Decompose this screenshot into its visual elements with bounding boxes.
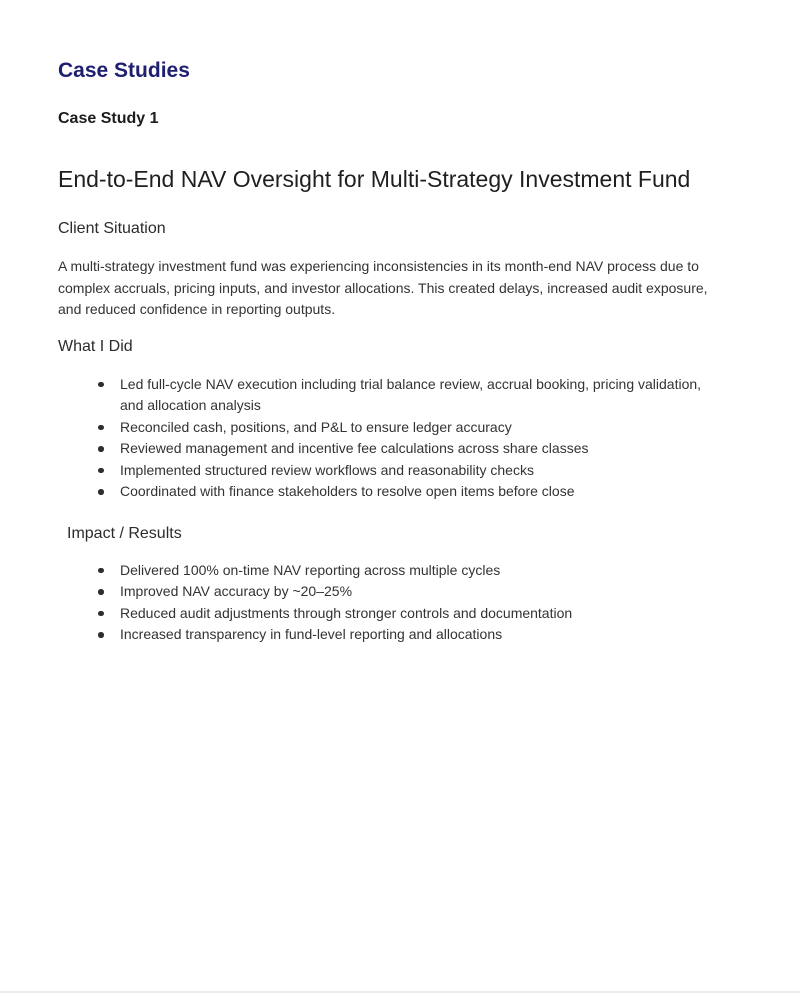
list-item: Increased transparency in fund-level reporting and allocations <box>58 624 726 646</box>
list-item: Delivered 100% on-time NAV reporting across multiple cycles <box>58 560 726 582</box>
main-heading: Case Studies <box>58 59 190 82</box>
impact-results-list <box>58 560 726 646</box>
list-item: Improved NAV accuracy by ~20–25% <box>58 581 726 603</box>
list-item: Led full-cycle NAV execution including trial balance review, accrual booking, pricing validation, and allocation analysis <box>58 374 726 417</box>
list-item: Coordinated with finance stakeholders to resolve open items before close <box>58 481 726 503</box>
list-item: Reviewed management and incentive fee calculations across share classes <box>58 438 726 460</box>
list-item: Reduced audit adjustments through stronger controls and documentation <box>58 603 726 625</box>
case-title: End-to-End NAV Oversight for Multi-Strategy Investment Fund <box>58 166 691 192</box>
list-item: Implemented structured review workflows and reasonability checks <box>58 460 726 482</box>
what-i-did-heading: What I Did <box>58 337 133 355</box>
impact-results-heading: Impact / Results <box>67 524 182 542</box>
what-i-did-list <box>58 374 726 503</box>
case-study-label: Case Study 1 <box>58 110 159 127</box>
client-situation-heading: Client Situation <box>58 220 166 237</box>
client-situation-paragraph: A multi-strategy investment fund was experiencing inconsistencies in its month-end NAV process due to complex accruals, pricing inputs, and investor allocations. This created delays, increased audit exposure, and reduced confidence in reporting outputs. <box>58 258 708 317</box>
list-item: Reconciled cash, positions, and P&L to ensure ledger accuracy <box>58 417 726 439</box>
